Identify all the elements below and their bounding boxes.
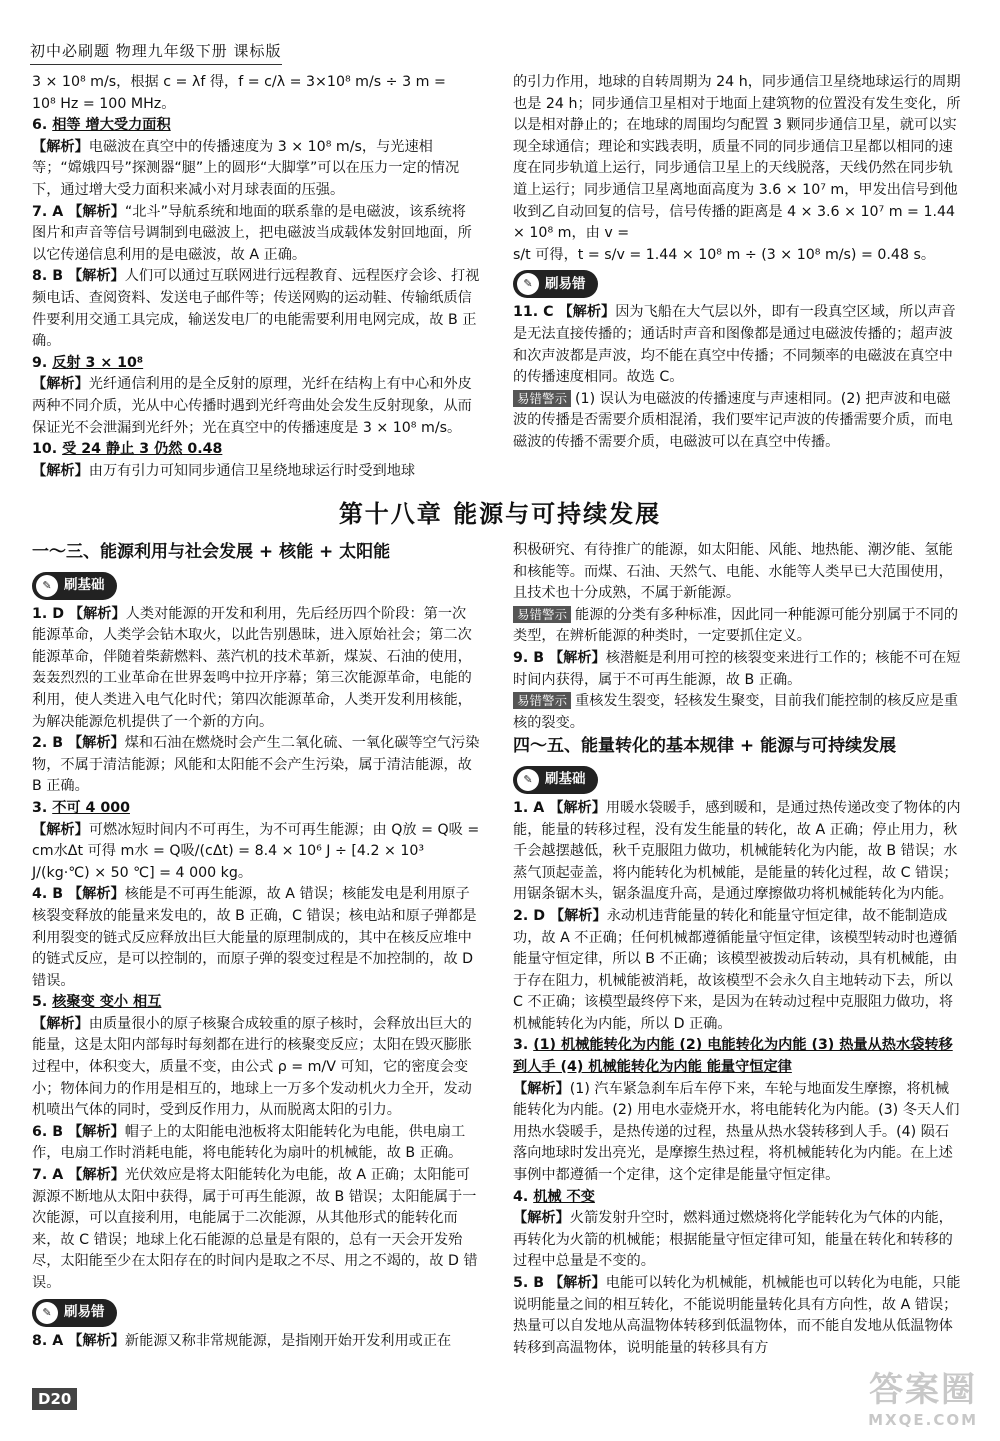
body-text: 10⁸ Hz = 100 MHz。 — [32, 95, 176, 112]
analysis-tag: 【解析】 — [67, 886, 125, 903]
body-text: 电能可以转化为机械能，机械能也可以转化为电能，只能说明能量之间的相互转化，不能说明能量转化具有方向性，故 A 错误；热量可以自发地从高温物体转移到低温物体，而不能自发地从低温物体转移到高温物体，说明能量的转移具有方 — [513, 1275, 961, 1356]
paragraph — [32, 374, 480, 439]
analysis-tag: 【解析】 — [67, 735, 125, 752]
analysis-tag: 【解析】 — [67, 1123, 125, 1140]
analysis-tag: 【解析】 — [548, 649, 606, 666]
paragraph — [32, 353, 480, 375]
paragraph — [32, 137, 480, 202]
analysis-tag: 【解析】 — [68, 1332, 125, 1349]
analysis-tag: 【解析】 — [32, 138, 89, 155]
body-text: 电磁波在真空中的传播速度为 3 × 10⁸ m/s，与光速相等；“嫦娥四号”探测器“腿”上的圆形“大脚掌”可以在压力一定的情况下，通过增大受力面积来减小对月球表面的压强。 — [32, 138, 460, 198]
warning-badge: 易错警示 — [513, 692, 571, 709]
pill-error-badge: ✎ 刷易错 — [513, 270, 598, 298]
right-top-column — [513, 72, 963, 454]
paragraph — [513, 798, 963, 906]
question-number: 3. — [513, 1037, 534, 1054]
answer-text: 不可 4 000 — [52, 799, 130, 816]
question-number: 7. A — [32, 1167, 69, 1184]
paragraph — [32, 439, 480, 461]
question-number: 1. D — [32, 605, 69, 622]
chapter-title: 第十八章 能源与可持续发展 — [338, 500, 662, 528]
body-text: 用暖水袋暖手，感到暖和，是通过热传递改变了物体的内能，能量的转移过程，没有发生能量的转化，故 A 正确；停止用力，秋千会越摆越低，秋千克服阻力做功，机械能转化为内能，故 B 错误；水蒸气顶起壶盖，将内能转化为机械能，是能量的转化过程，故 C 错误；用锯条锯木头，锯条温度升高，是通过摩擦做功将机械能转化为内能。 — [513, 799, 961, 903]
body-text: 光伏效应是将太阳能转化为电能，故 A 正确；太阳能可源源不断地从太阳中获得，属于可再生能源，故 B 错误；太阳能属于一次能源，可以直接利用，电能属于二次能源，从其他形式的能转化而来，故 C 错误；地球上化石能源的总量是有限的，总有一天会开发殆尽，太阳能至少在太阳存在的时间内是取之不尽、用之不竭的，故 D 错误。 — [32, 1167, 478, 1291]
body-text: 光纤通信利用的是全反射的原理，光纤在结构上有中心和外皮两种不同介质，光从中心传播时遇到光纤弯曲处会发生反射现象，从而保证光不会泄漏到光纤外；光在真空中的传播速度是 3 × 10⁸ m/s。 — [32, 376, 472, 436]
body-text: 核潜艇是利用可控的核裂变来进行工作的；核能不可在短时间内获得，属于不可再生能源，故 B 正确。 — [513, 649, 961, 688]
body-text: 能源的分类有多种标准，因此同一种能源可能分别属于不同的类型，在辨析能源的种类时，一定要抓住定义。 — [513, 606, 959, 645]
question-number: 2. D — [513, 907, 550, 924]
paragraph — [32, 733, 480, 798]
pen-icon: ✎ — [36, 575, 58, 597]
paragraph — [513, 72, 963, 245]
paragraph — [513, 1273, 963, 1359]
answer-text: (1) 机械能转化为内能 (2) 电能转化为内能 (3) 热量从热水袋转移到人手 (4) 机械能转化为内能 能量守恒定律 — [513, 1037, 953, 1076]
pill-error-badge-2: ✎ 刷易错 — [32, 1299, 117, 1327]
paragraph — [513, 906, 963, 1036]
pill-basic-badge: ✎ 刷基础 — [32, 572, 117, 600]
warning-badge: 易错警示 — [513, 606, 571, 623]
question-number: 8. B — [32, 268, 68, 285]
paragraph — [513, 1035, 963, 1078]
question-number: 7. A — [32, 203, 69, 220]
paragraph — [513, 245, 963, 267]
body-text: 重核发生裂变，轻核发生聚变，目前我们能控制的核反应是重核的裂变。 — [513, 693, 959, 731]
question-number: 6. — [32, 117, 53, 134]
analysis-tag: 【解析】 — [68, 605, 126, 622]
paragraph — [32, 884, 480, 992]
analysis-tag: 【解析】 — [32, 376, 89, 393]
pill-basic-badge-2: ✎ 刷基础 — [513, 766, 598, 794]
analysis-tag: 【解析】 — [32, 821, 89, 838]
paragraph — [32, 820, 480, 885]
paragraph — [513, 1079, 963, 1187]
body-text: (1) 误认为电磁波的传播速度与声速相同。(2) 把声波和电磁波的传播是否需要介质相混淆，我们要牢记声波的传播需要介质，而电磁波的传播不需要介质，电磁波可以在真空中传播。 — [513, 390, 953, 450]
page-number: D20 — [32, 1388, 77, 1410]
analysis-tag: 【解析】 — [549, 907, 607, 924]
paragraph — [32, 202, 480, 267]
body-text: 新能源又称非常规能源，是指刚开始开发利用或正在 — [124, 1332, 452, 1349]
pen-icon: ✎ — [517, 769, 539, 791]
answer-text: 反射 3 × 10⁸ — [52, 354, 144, 371]
question-number: 11. C — [513, 304, 559, 321]
paragraph — [513, 1208, 963, 1273]
question-number: 9. B — [513, 649, 549, 666]
paragraph — [513, 1187, 963, 1209]
paragraph — [32, 992, 480, 1014]
paragraph — [32, 115, 480, 137]
paragraph — [32, 72, 480, 94]
body-text: 帽子上的太阳能电池板将太阳能转化为电能，供电扇工作，电扇工作时消耗电能，将电能转化为扇叶的机械能，故 B 正确。 — [32, 1123, 466, 1162]
answer-text: 核聚变 变小 相互 — [52, 994, 162, 1011]
body-text: s/t 可得，t = s/v = 1.44 × 10⁸ m ÷ (3 × 10⁸ m/s) = 0.48 s。 — [513, 246, 936, 263]
body-text: “北斗”导航系统和地面的联系靠的是电磁波，该系统将图片和声音等信号调制到电磁波上，把电磁波当成载体发射回地面，所以它传递信息利用的是电磁波，故 A 正确。 — [32, 203, 472, 263]
question-number: 5. B — [513, 1275, 549, 1291]
body-text: 3 × 10⁸ m/s，根据 c = λf 得，f = c/λ = 3×10⁸ m/s ÷ 3 m = — [32, 74, 446, 90]
question-number: 6. B — [32, 1123, 68, 1140]
question-number: 10. — [32, 441, 63, 458]
analysis-tag: 【解析】 — [513, 1080, 570, 1097]
left-top-column — [32, 72, 480, 482]
analysis-tag: 【解析】 — [67, 268, 125, 285]
pen-icon: ✎ — [36, 1302, 58, 1324]
paragraph — [513, 648, 963, 691]
body-text: 积极研究、有待推广的能源，如太阳能、风能、地热能、潮汐能、氢能和核能等。而煤、石油、天然气、电能、水能等人类早已大范围使用，且技术也十分成熟，不属于新能源。 — [513, 542, 953, 602]
warning-badge: 易错警示 — [513, 390, 571, 407]
question-number: 9. — [32, 354, 53, 371]
answer-text: 相等 增大受力面积 — [52, 117, 171, 134]
body-text: 煤和石油在燃烧时会产生二氧化硫、一氧化碳等空气污染物，不属于清洁能源；风能和太阳能不会产生污染，属于清洁能源，故 B 正确。 — [32, 735, 480, 795]
question-number: 5. — [32, 994, 53, 1011]
paragraph — [32, 1165, 480, 1295]
analysis-tag: 【解析】 — [549, 799, 606, 816]
question-number: 1. A — [513, 799, 550, 816]
body-text: 永动机违背能量的转化和能量守恒定律，故不能制造成功，故 A 不正确；任何机械都遵循能量守恒定律，该模型转动时也遵循能量守恒定律，所以 B 不正确；该模型被拨动后转动，具有机械能，由于存在阻力，机械能被消耗，故该模型不会永久自主地转动下去，所以 C 不正确；该模型最终停下来，是因为在转动过程中克服阻力做功，将机械能转化为内能，所以 D 正确。 — [513, 907, 958, 1032]
paragraph — [513, 389, 963, 454]
analysis-tag: 【解析】 — [548, 1275, 606, 1291]
question-number: 3. — [32, 799, 53, 816]
answer-text: 受 24 静止 3 仍然 0.48 — [62, 441, 223, 458]
right-bottom-column — [513, 540, 963, 1359]
question-number: 4. B — [32, 886, 68, 903]
paragraph — [32, 798, 480, 820]
paragraph — [513, 605, 963, 648]
paragraph — [32, 461, 480, 483]
body-text: 可燃冰短时间内不可再生，为不可再生能源；由 Q放 = Q吸 = cm水Δt 可得 m水 = Q吸/(cΔt) = 8.4 × 10⁶ J ÷ [4.2 × 10³ J/(kg·℃) × 50 ℃] = 4 000 kg。 — [32, 821, 480, 881]
paragraph — [32, 94, 480, 116]
pen-icon: ✎ — [517, 273, 539, 295]
section-title-1: 一～三、能源利用与社会发展 + 核能 + 太阳能 — [32, 542, 391, 562]
question-number: 8. A — [32, 1332, 69, 1349]
paragraph — [32, 604, 480, 734]
body-text: 因为飞船在大气层以外，即有一段真空区域，所以声音是无法直接传播的；通话时声音和图像都是通过电磁波传播的；超声波和次声波都是声波，均不能在真空中传播；不同频率的电磁波在真空中的传播速度相同。故选 C。 — [513, 304, 956, 386]
analysis-tag: 【解析】 — [68, 1167, 125, 1184]
body-text: 人类对能源的开发和利用，先后经历四个阶段：第一次能源革命，人类学会钻木取火，以此告别愚昧，进入原始社会；第二次能源革命，伴随着柴薪燃料、蒸汽机的技术革新，煤炭、石油的使用，轰轰烈烈的工业革命在世界轰鸣中拉开序幕；第三次能源革命，电能的利用，使人类进入电气化时代；第四次能源革命，人类开发利用核能，为解决能源危机提供了一个新的方向。 — [32, 605, 472, 730]
paragraph — [513, 302, 963, 388]
paragraph — [513, 540, 963, 605]
question-number: 4. — [513, 1188, 534, 1205]
left-bottom-column — [32, 540, 480, 1352]
analysis-tag: 【解析】 — [513, 1210, 570, 1227]
watermark: 答案圈 MXQE.COM — [868, 1370, 978, 1429]
body-text: 核能是不可再生能源，故 A 错误；核能发电是利用原子核裂变释放的能量来发电的，故 B 正确，C 错误；核电站和原子弹都是利用裂变的链式反应释放出巨大能量的原理制成的，其中在核反应堆中的链式反应，是可以控制的，而原子弹的裂变过程是不加控制的，故 D 错误。 — [32, 886, 477, 989]
body-text: 的引力作用，地球的自转周期为 24 h，同步通信卫星绕地球运行的周期也是 24 h；同步通信卫星相对于地面上建筑物的位置没有发生变化，所以是相对静止的；在地球的周围均匀配置 3 颗同步通信卫星，就可以实现全球通信；理论和实践表明，质量不同的同步通信卫星都以相同的速度在同步轨道上运行，同步通信卫星上的天线脱落，天线仍然在同步轨道上运行；同步通信卫星离地面高度为 3.6 × 10⁷ m，甲发出信号到他收到乙自动回复的信号，信号传播的距离是 4 × 3.6 × 10⁷ m = 1.44 × 10⁸ m，由 v = — [513, 74, 961, 242]
answer-text: 机械 不变 — [533, 1188, 595, 1205]
paragraph — [513, 691, 963, 734]
question-number: 2. B — [32, 735, 68, 752]
body-text: 由质量很小的原子核聚合成较重的原子核时，会释放出巨大的能量，这是太阳内部每时每刻都在进行的核聚变反应；太阳在毁灭膨胀过程中，体积变大，质量不变，由公式 ρ = m/V 可知，它的密度会变小；物体间力的作用是相互的，地球上一万多个发动机火力全开，发动机喷出气体的同时，受到反作用力，从而脱离太阳的引力。 — [32, 1015, 472, 1119]
paragraph — [32, 1331, 480, 1353]
running-header: 初中必刷题 物理九年级下册 课标版 — [30, 40, 282, 65]
analysis-tag: 【解析】 — [32, 1015, 89, 1032]
analysis-tag: 【解析】 — [68, 203, 125, 220]
body-text: 由万有引力可知同步通信卫星绕地球运行时受到地球 — [88, 462, 416, 479]
analysis-tag: 【解析】 — [32, 462, 89, 479]
body-text: 人们可以通过互联网进行远程教育、远程医疗会诊、打视频电话、查阅资料、发送电子邮件等；传送网购的运动鞋、传输纸质信件要利用交通工具完成，输送发电厂的电能需要利用电网完成，故 B 正确。 — [32, 268, 480, 350]
body-text: (1) 汽车紧急刹车后车停下来，车轮与地面发生摩擦，将机械能转化为内能。(2) 用电水壶烧开水，将电能转化为内能。(3) 冬天人们用热水袋暖手，是热传递的过程，热量从热水袋转移到人手。(4) 陨石落向地球时发出亮光，是摩擦生热过程，将机械能转化为内能。在上述事例中都遵循一个定律，这个定律是能量守恒定律。 — [513, 1080, 960, 1184]
analysis-tag: 【解析】 — [558, 304, 616, 321]
paragraph — [32, 1122, 480, 1165]
paragraph — [32, 1014, 480, 1122]
paragraph — [32, 266, 480, 352]
section-title-2: 四～五、能量转化的基本规律 + 能源与可持续发展 — [513, 736, 897, 757]
body-text: 火箭发射升空时，燃料通过燃烧将化学能转化为气体的内能，再转化为火箭的机械能；根据能量守恒定律可知，能量在转化和转移的过程中总量是不变的。 — [513, 1210, 953, 1270]
